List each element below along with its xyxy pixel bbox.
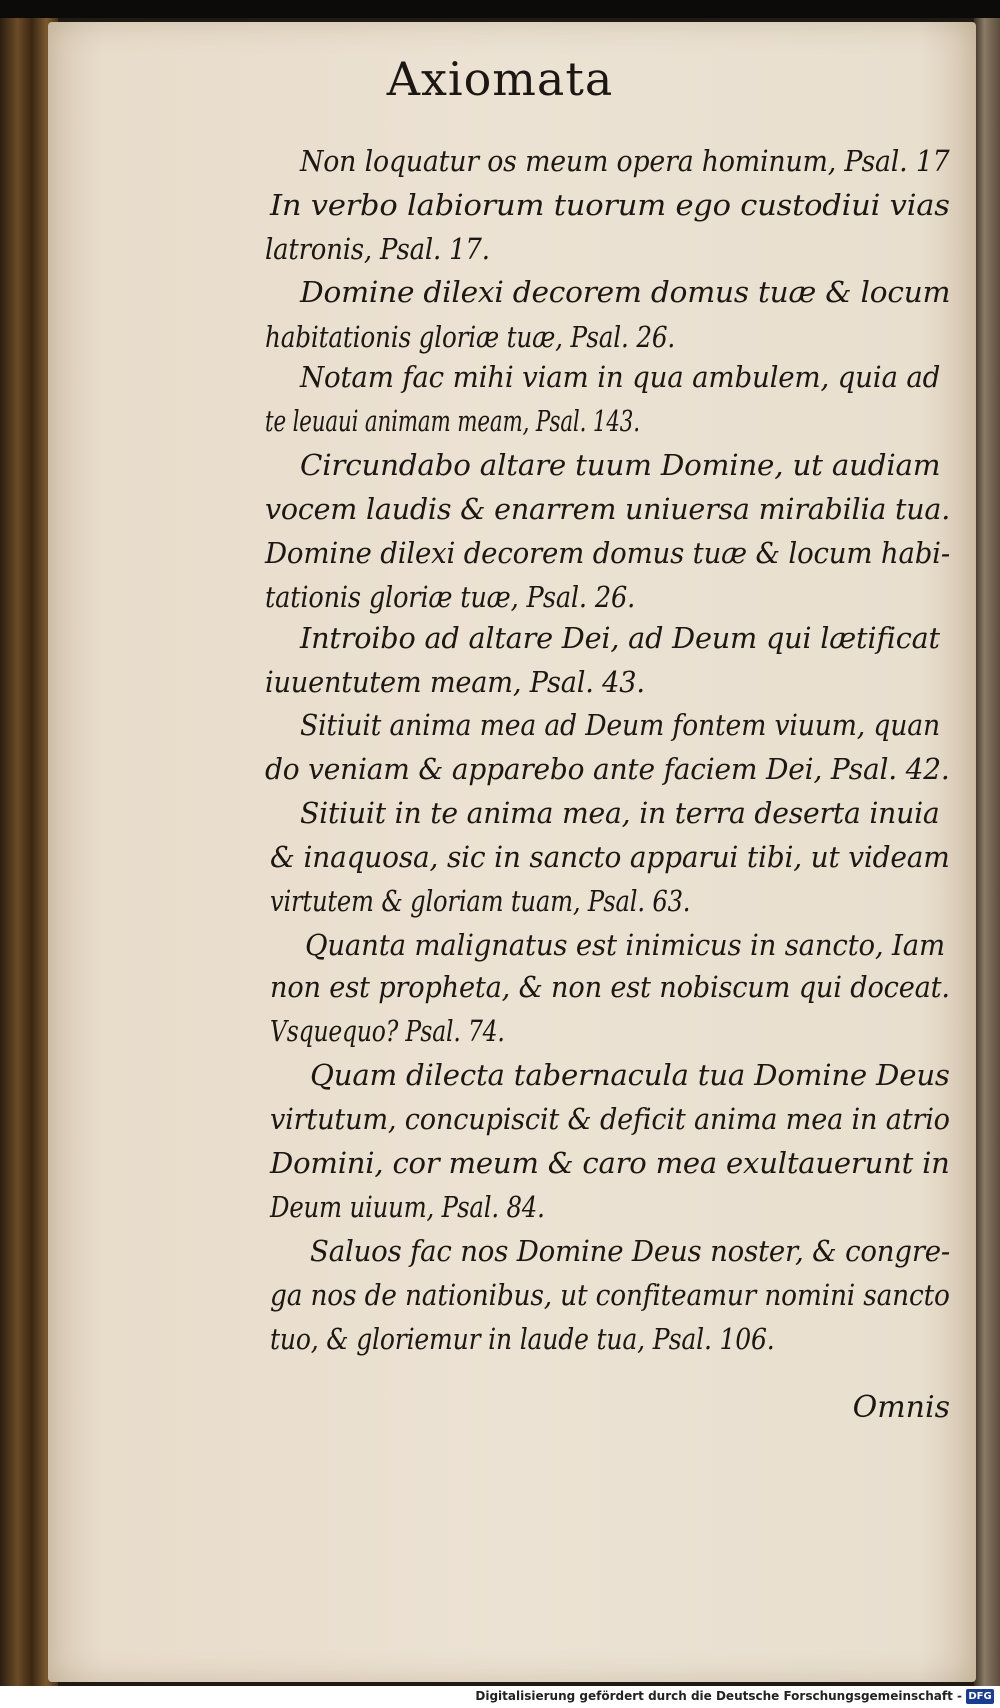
text-line: Circundabo altare tuum Domine, ut audiam [300, 448, 941, 482]
text-line: virtutem & gloriam tuam, Psal. 63. [270, 884, 691, 918]
text-line: ga nos de nationibus, ut confiteamur nomini sancto [270, 1278, 950, 1312]
text-line: Introibo ad altare Dei, ad Deum qui lætificat [300, 621, 940, 655]
scan-top-strip [0, 0, 1000, 18]
text-line: Domine dilexi decorem domus tuæ & locum habi- [265, 536, 950, 570]
footer-bar [0, 1686, 1000, 1708]
text-line: & inaquosa, sic in sancto apparui tibi, ut videam [270, 840, 950, 874]
text-line: Domine dilexi decorem domus tuæ & locum [300, 275, 951, 309]
text-line: Sitiuit in te anima mea, in terra deserta inuia [300, 796, 940, 830]
digitization-credit: Digitalisierung gefördert durch die Deutsche Forschungsgemeinschaft - [475, 1689, 962, 1703]
text-line: vocem laudis & enarrem uniuersa mirabilia tua. [265, 492, 951, 526]
dfg-logo: DFG [966, 1689, 994, 1704]
text-line: virtutum, concupiscit & deficit anima mea in atrio [270, 1102, 950, 1136]
text-line: do veniam & apparebo ante faciem Dei, Psal. 42. [265, 752, 950, 786]
text-line: Domini, cor meum & caro mea exultauerunt in [270, 1146, 950, 1180]
text-line: tuo, & gloriemur in laude tua, Psal. 106. [270, 1322, 775, 1356]
running-title: Axiomata [386, 52, 614, 106]
text-line: iuuentutem meam, Psal. 43. [265, 665, 645, 699]
text-line: Saluos fac nos Domine Deus noster, & congre- [310, 1234, 951, 1268]
text-line: tationis gloriæ tuæ, Psal. 26. [265, 580, 636, 614]
catchword: Omnis [852, 1390, 950, 1425]
text-line: te leuaui animam meam, Psal. 143. [265, 404, 640, 438]
book-fore-edge [974, 18, 1000, 1686]
text-line: Sitiuit anima mea ad Deum fontem viuum, quan [300, 708, 940, 742]
text-line: Quanta malignatus est inimicus in sancto, Iam [305, 928, 945, 962]
text-line: Quam dilecta tabernacula tua Domine Deus [310, 1058, 950, 1092]
text-line: Non loquatur os meum opera hominum, Psal. 17 [300, 144, 950, 178]
text-line: Vsquequo? Psal. 74. [270, 1014, 505, 1048]
text-line: latronis, Psal. 17. [265, 232, 490, 266]
text-line: habitationis gloriæ tuæ, Psal. 26. [265, 320, 676, 354]
text-line: Notam fac mihi viam in qua ambulem, quia ad [300, 360, 941, 394]
text-line: In verbo labiorum tuorum ego custodiui vias [270, 188, 950, 222]
text-line: non est propheta, & non est nobiscum qui doceat. [270, 970, 950, 1004]
text-line: Deum uiuum, Psal. 84. [270, 1190, 545, 1224]
